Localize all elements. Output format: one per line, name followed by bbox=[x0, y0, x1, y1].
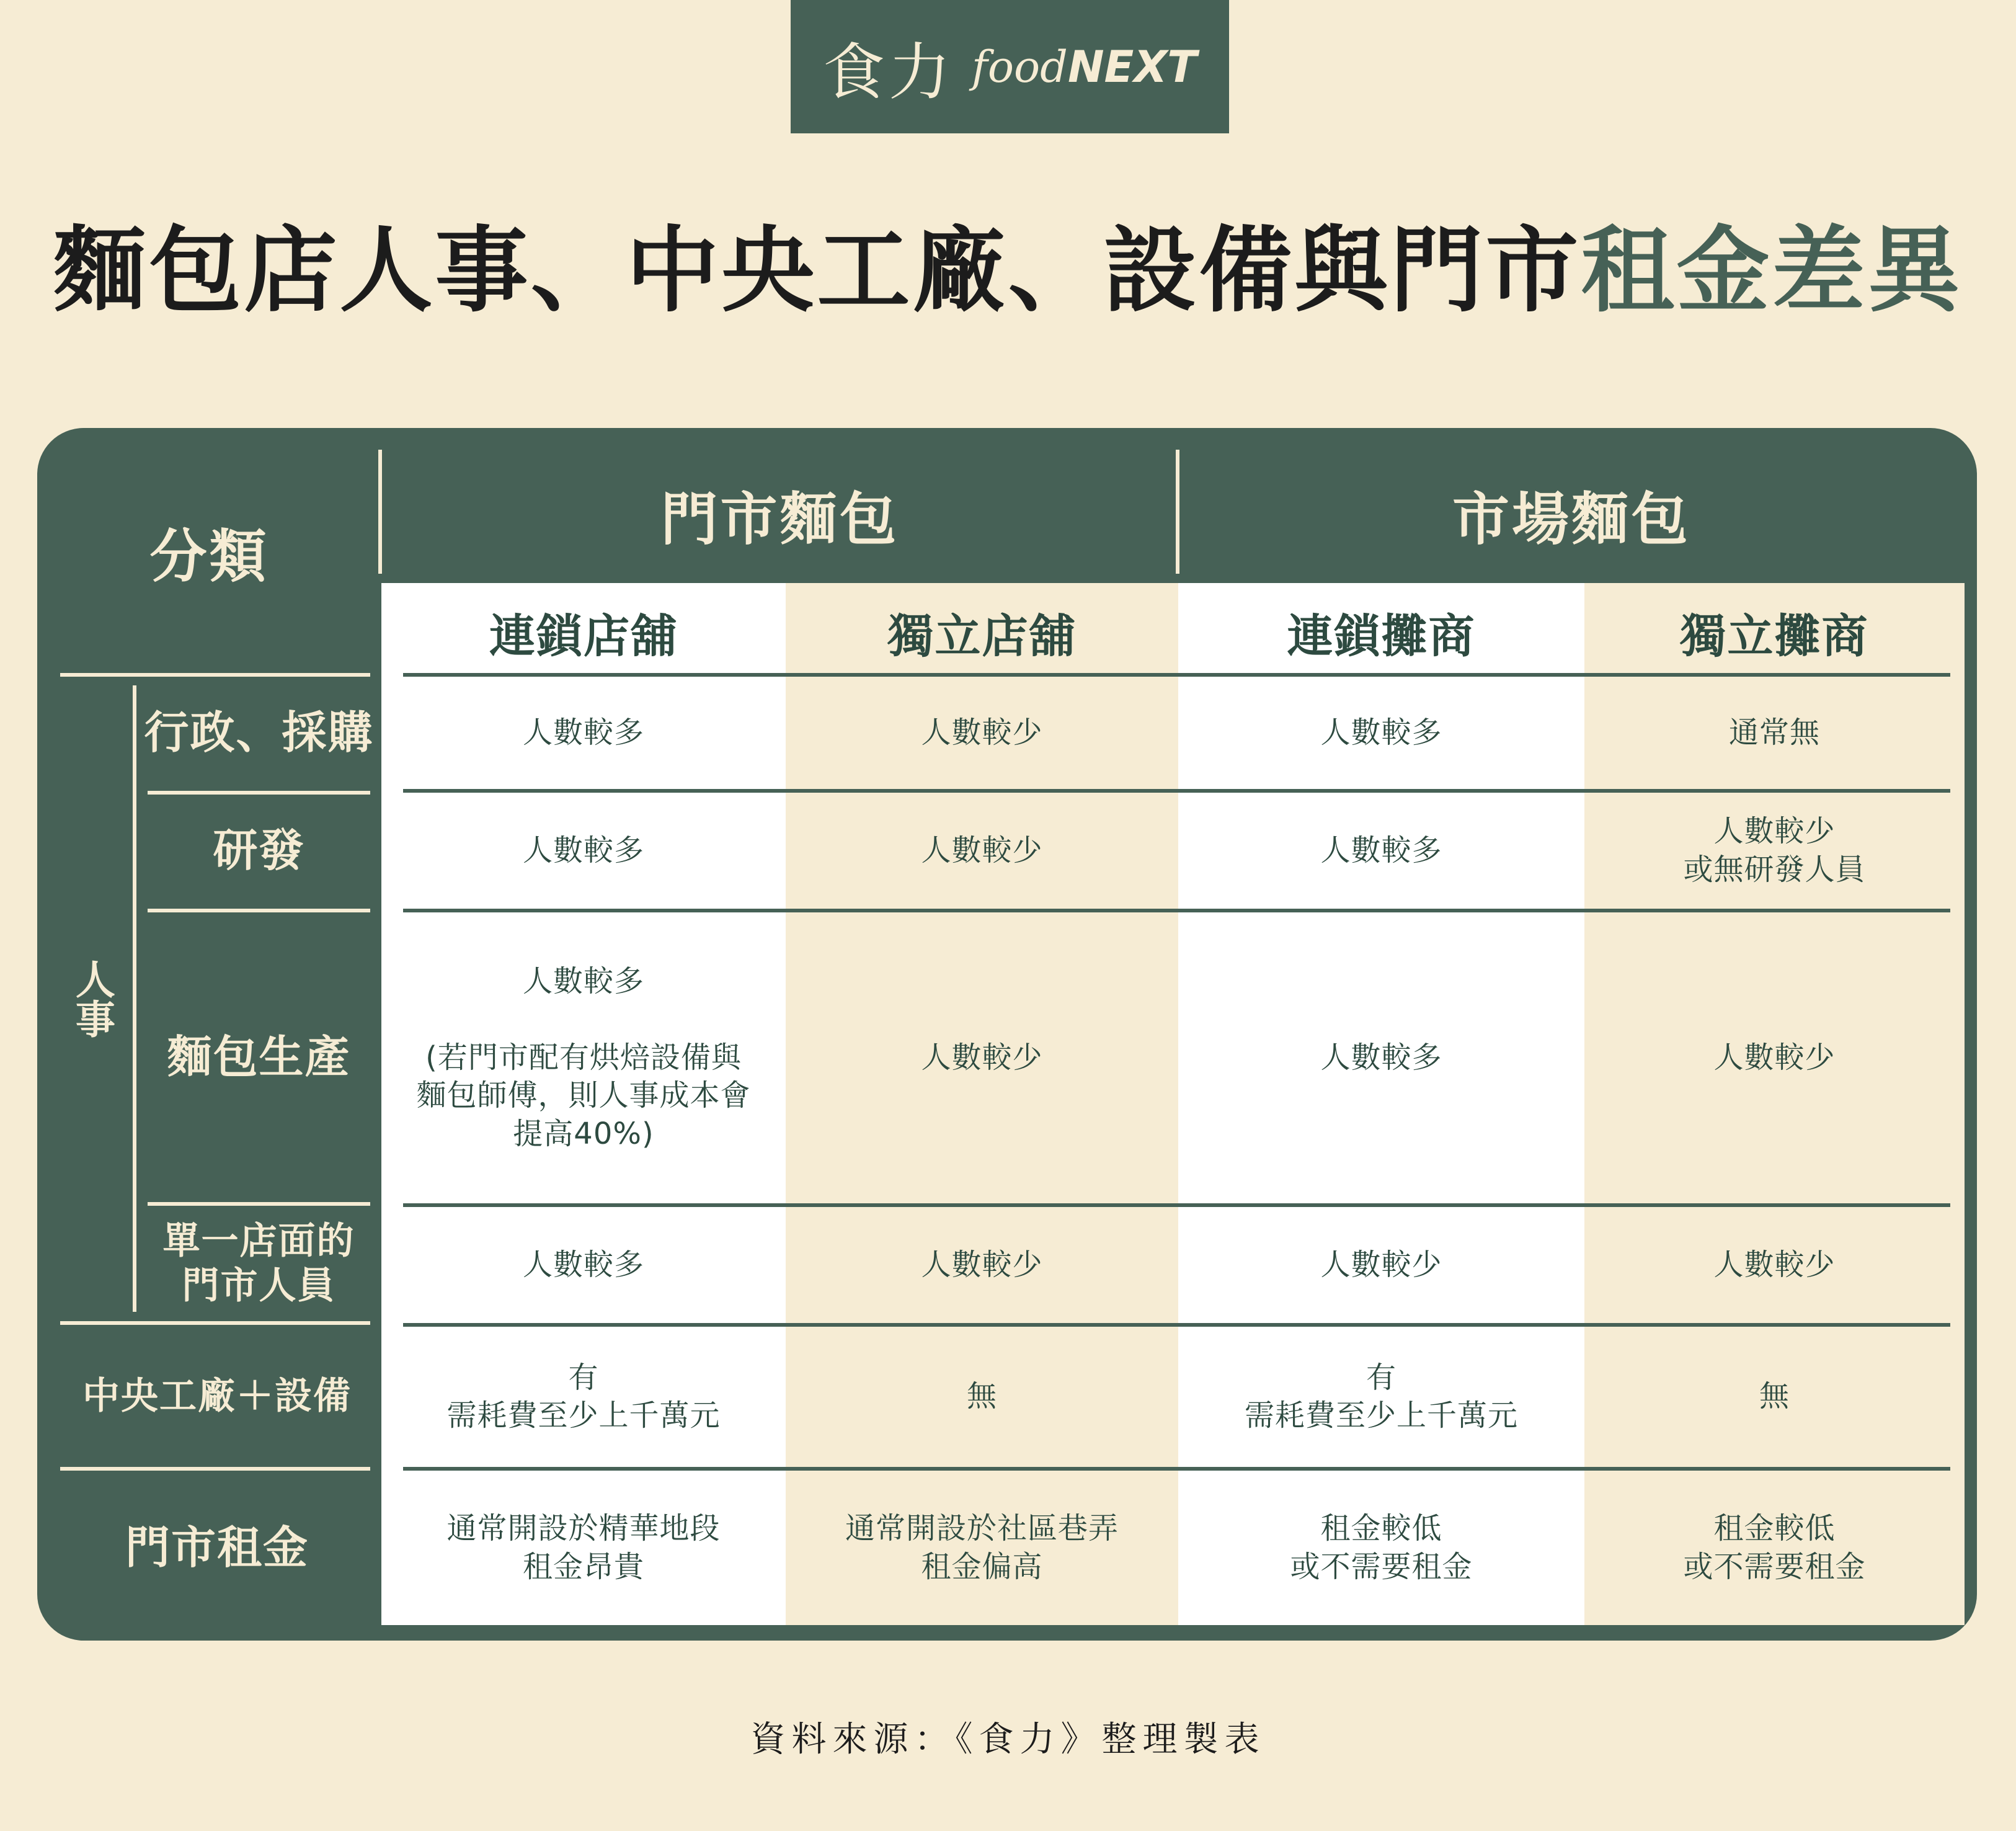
table-cell: 有 需耗費至少上千萬元 bbox=[1244, 1360, 1518, 1433]
table-cell: 人數較多 bbox=[522, 1247, 644, 1282]
title-main: 麵包店人事、中央工廠、設備與門市 bbox=[53, 216, 1581, 325]
table-cell: 人數較多 bbox=[1320, 1040, 1442, 1075]
logo-english-text bbox=[972, 42, 1197, 92]
table-cell: 無 bbox=[966, 1379, 997, 1414]
row-label-bread-production: 麵包生產 bbox=[167, 1031, 351, 1084]
source-note: 資料來源：《食力》整理製表 bbox=[750, 1719, 1266, 1760]
group-header-store-bread: 門市麵包 bbox=[660, 486, 899, 553]
table-cell: 人數較少 bbox=[921, 832, 1043, 868]
table-cell: 人數較少 bbox=[1713, 1247, 1836, 1282]
column-header-chain-store: 連鎖店舖 bbox=[489, 610, 678, 663]
column-header-chain-stall: 連鎖攤商 bbox=[1287, 610, 1476, 663]
table-cell: 人數較少 或無研發人員 bbox=[1683, 814, 1866, 887]
table-cell: 人數較多 bbox=[522, 832, 644, 868]
title-accent: 租金差異 bbox=[1581, 216, 1963, 325]
personnel-bracket-line bbox=[133, 685, 136, 1312]
table-cell: 人數較多 (若門市配有烘焙設備與 麵包師傅，則人事成本會 提高40%) bbox=[416, 963, 751, 1151]
row-label-rnd: 研發 bbox=[213, 824, 305, 877]
column-header-independent-stall: 獨立攤商 bbox=[1680, 610, 1869, 663]
row-label-store-staff: 單一店面的 門市人員 bbox=[162, 1219, 355, 1308]
logo-next-text: NEXT bbox=[1067, 41, 1197, 92]
brand-logo bbox=[791, 0, 1229, 133]
table-cell: 人數較少 bbox=[921, 1247, 1043, 1282]
page-title bbox=[0, 205, 2016, 325]
logo-chinese-text: 食力 bbox=[822, 35, 954, 109]
table-cell: 無 bbox=[1759, 1379, 1790, 1414]
logo-food-text: food bbox=[971, 41, 1068, 92]
table-cell: 人數較多 bbox=[1320, 715, 1442, 750]
column-header-independent-store: 獨立店舖 bbox=[887, 610, 1077, 663]
table-cell: 人數較少 bbox=[921, 715, 1043, 750]
table-cell: 人數較多 bbox=[1320, 832, 1442, 868]
table-cell: 通常無 bbox=[1728, 715, 1820, 750]
table-cell: 租金較低 或不需要租金 bbox=[1290, 1511, 1473, 1584]
table-cell: 人數較多 bbox=[522, 715, 644, 750]
table-cell: 人數較少 bbox=[1713, 1040, 1836, 1075]
table-cell: 有 需耗費至少上千萬元 bbox=[446, 1360, 721, 1433]
table-cell: 人數較少 bbox=[921, 1040, 1043, 1075]
row-label-central-factory: 中央工廠＋設備 bbox=[82, 1374, 352, 1418]
table-cell: 通常開設於精華地段 租金昂貴 bbox=[446, 1511, 721, 1584]
table-cell: 通常開設於社區巷弄 租金偏高 bbox=[845, 1511, 1119, 1584]
table-cell: 租金較低 或不需要租金 bbox=[1683, 1511, 1866, 1584]
row-label-admin-purchasing: 行政、採購 bbox=[144, 706, 374, 759]
table-cell: 人數較少 bbox=[1320, 1247, 1442, 1282]
row-label-store-rent: 門市租金 bbox=[125, 1521, 309, 1574]
category-header: 分類 bbox=[149, 523, 269, 590]
personnel-group-label: 人事 bbox=[68, 959, 115, 1038]
group-header-market-bread: 市場麵包 bbox=[1452, 486, 1690, 553]
